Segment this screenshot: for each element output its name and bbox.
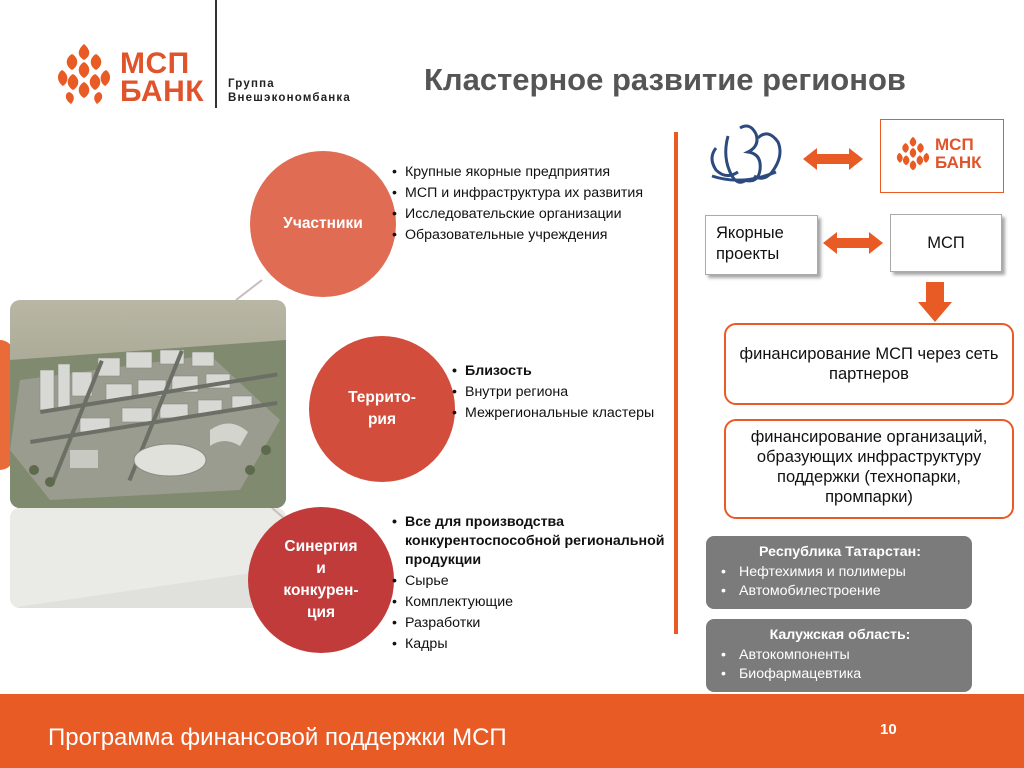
list-item: • Образовательные учреждения [392, 226, 672, 245]
circle-participants [250, 151, 396, 297]
msp-logo-line-2: БАНК [935, 153, 982, 172]
synergy-list [392, 513, 672, 656]
list-item: • Разработки [392, 614, 672, 633]
list-item: • Внутри региона [452, 383, 662, 402]
circle-territory [309, 336, 455, 482]
page-title: Кластерное развитие регионов [424, 62, 906, 97]
participants-list [392, 163, 672, 247]
double-arrow-icon [803, 148, 863, 170]
region-list [718, 646, 962, 685]
reflection-shape [10, 508, 286, 608]
financing-msp-box: финансирование МСП через сеть партнеров [724, 323, 1014, 405]
double-arrow-icon [823, 232, 883, 254]
circle-participants-label: Участники [283, 215, 363, 232]
group-line-2: Внешэкономбанка [228, 92, 351, 104]
territory-list [452, 362, 662, 425]
region-tatarstan-box [706, 536, 972, 609]
logo-line-2: БАНК [120, 75, 205, 108]
logo-line-1: МСП [120, 47, 190, 80]
msp-box [890, 214, 1002, 272]
anchor-projects-box: Якорные проекты [705, 215, 818, 275]
region-kaluga-box [706, 619, 972, 692]
connector-line-top [236, 280, 262, 300]
list-item: • МСП и инфраструктура их развития [392, 184, 672, 203]
city-model-image [10, 300, 286, 508]
financing-infrastructure-box: финансирование организаций, образующих инфраструктуру поддержки (технопарки, промпарки) [724, 419, 1014, 519]
list-item: • Крупные якорные предприятия [392, 163, 672, 182]
vertical-separator [674, 132, 678, 634]
region-title: Калужская область: [769, 627, 911, 643]
list-item: • Исследовательские организации [392, 205, 672, 224]
city-model-reflection [10, 508, 286, 608]
circle-synergy-label: Синергия и конкурен- ция [283, 538, 359, 621]
list-item: • Все для производства конкурентоспособной региональной продукции [392, 513, 672, 570]
list-item: • Нефтехимия и полимеры [718, 563, 962, 583]
msp-bank-logo-box [880, 119, 1004, 193]
list-item: • Сырье [392, 572, 672, 591]
veb-logo-icon [706, 118, 788, 196]
down-arrow-icon [918, 282, 952, 322]
city-model-illustration [10, 300, 286, 508]
region-title: Республика Татарстан: [759, 544, 921, 560]
footer-title: Программа финансовой поддержки МСП [48, 724, 507, 751]
pinecone-logo-icon [895, 134, 931, 178]
msp-logo-line-1: МСП [935, 135, 974, 154]
list-item: • Комплектующие [392, 593, 672, 612]
circle-synergy [248, 507, 394, 653]
list-item: • Близость [452, 362, 662, 381]
list-item: • Биофармацевтика [718, 665, 962, 685]
msp-logo-wordmark [935, 136, 982, 172]
list-item: • Кадры [392, 635, 672, 654]
list-item: • Межрегиональные кластеры [452, 404, 662, 423]
msp-box-label: МСП [927, 233, 965, 252]
page-number: 10 [880, 721, 897, 738]
circle-territory-label: Террито- рия [348, 389, 416, 428]
region-list [718, 563, 962, 602]
group-line-1: Группа [228, 78, 275, 90]
list-item: • Автокомпоненты [718, 646, 962, 666]
list-item: • Автомобилестроение [718, 582, 962, 602]
